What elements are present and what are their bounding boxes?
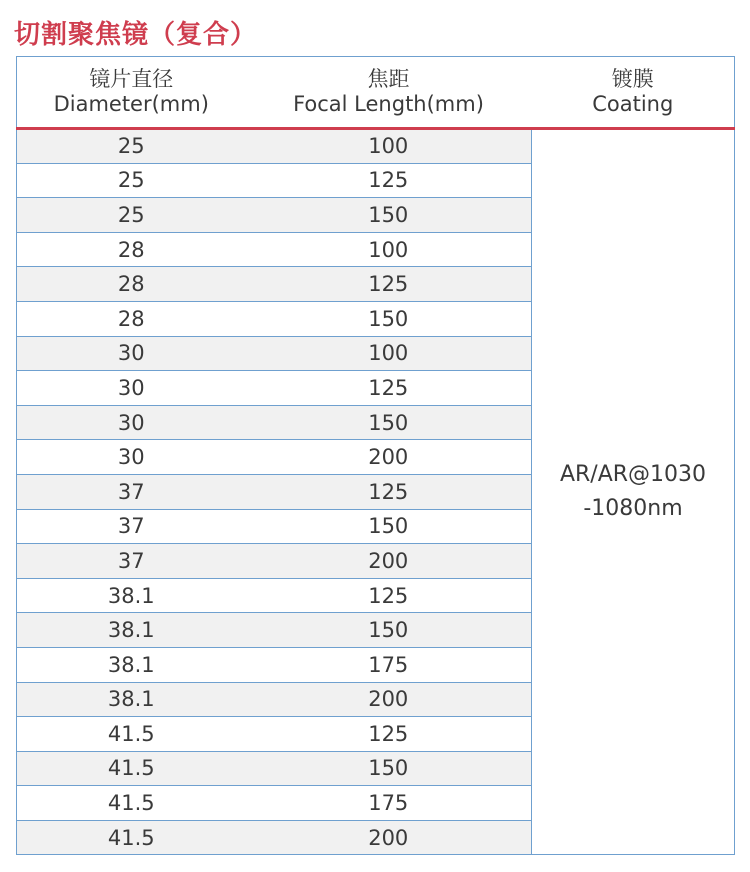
- coating-line-1: AR/AR@1030: [559, 462, 707, 488]
- focal-length-cell: 125: [246, 474, 532, 509]
- diameter-cell: 41.5: [17, 786, 246, 821]
- focal-length-cell: 175: [246, 786, 532, 821]
- diameter-cell: 25: [17, 163, 246, 198]
- focal-length-header-cn: 焦距: [367, 67, 410, 91]
- coating-line-2: -1080nm: [583, 496, 683, 522]
- table-row: [17, 129, 735, 164]
- coating-header: [532, 57, 735, 129]
- diameter-cell: 30: [17, 405, 246, 440]
- diameter-cell: 38.1: [17, 682, 246, 717]
- table-body: [17, 129, 735, 855]
- focal-length-cell: 125: [246, 578, 532, 613]
- focal-length-cell: 150: [246, 301, 532, 336]
- focal-length-cell: 125: [246, 163, 532, 198]
- focal-length-cell: 150: [246, 509, 532, 544]
- diameter-cell: 25: [17, 129, 246, 164]
- diameter-cell: 28: [17, 232, 246, 267]
- focal-length-cell: 200: [246, 440, 532, 475]
- diameter-header-en: Diameter(mm): [53, 92, 209, 116]
- diameter-cell: 30: [17, 440, 246, 475]
- diameter-cell: 28: [17, 301, 246, 336]
- spec-table: [16, 56, 735, 855]
- diameter-cell: 41.5: [17, 717, 246, 752]
- diameter-cell: 37: [17, 509, 246, 544]
- diameter-cell: 41.5: [17, 820, 246, 855]
- focal-length-cell: 150: [246, 198, 532, 233]
- coating-header-en: Coating: [592, 92, 674, 116]
- diameter-cell: 37: [17, 474, 246, 509]
- diameter-cell: 30: [17, 371, 246, 406]
- focal-length-cell: 100: [246, 232, 532, 267]
- focal-length-cell: 200: [246, 682, 532, 717]
- focal-length-header-en: Focal Length(mm): [293, 92, 484, 116]
- diameter-header-cn: 镜片直径: [89, 67, 174, 91]
- focal-length-cell: 125: [246, 371, 532, 406]
- focal-length-cell: 100: [246, 129, 532, 164]
- focal-length-cell: 175: [246, 647, 532, 682]
- page-title: 切割聚焦镜（复合）: [14, 20, 258, 50]
- focal-length-cell: 100: [246, 336, 532, 371]
- diameter-cell: 37: [17, 544, 246, 579]
- focal-length-cell: 150: [246, 405, 532, 440]
- diameter-cell: 38.1: [17, 647, 246, 682]
- diameter-cell: 25: [17, 198, 246, 233]
- diameter-cell: 28: [17, 267, 246, 302]
- diameter-cell: 41.5: [17, 751, 246, 786]
- diameter-cell: 30: [17, 336, 246, 371]
- focal-length-cell: 125: [246, 717, 532, 752]
- table-header-row: [17, 57, 735, 129]
- focal-length-cell: 200: [246, 820, 532, 855]
- focal-length-cell: 125: [246, 267, 532, 302]
- coating-header-cn: 镀膜: [611, 67, 654, 91]
- diameter-cell: 38.1: [17, 613, 246, 648]
- diameter-cell: 38.1: [17, 578, 246, 613]
- focal-length-cell: 200: [246, 544, 532, 579]
- diameter-header: [17, 57, 246, 129]
- focal-length-header: [246, 57, 532, 129]
- focal-length-cell: 150: [246, 751, 532, 786]
- focal-length-cell: 150: [246, 613, 532, 648]
- coating-cell: [532, 129, 735, 855]
